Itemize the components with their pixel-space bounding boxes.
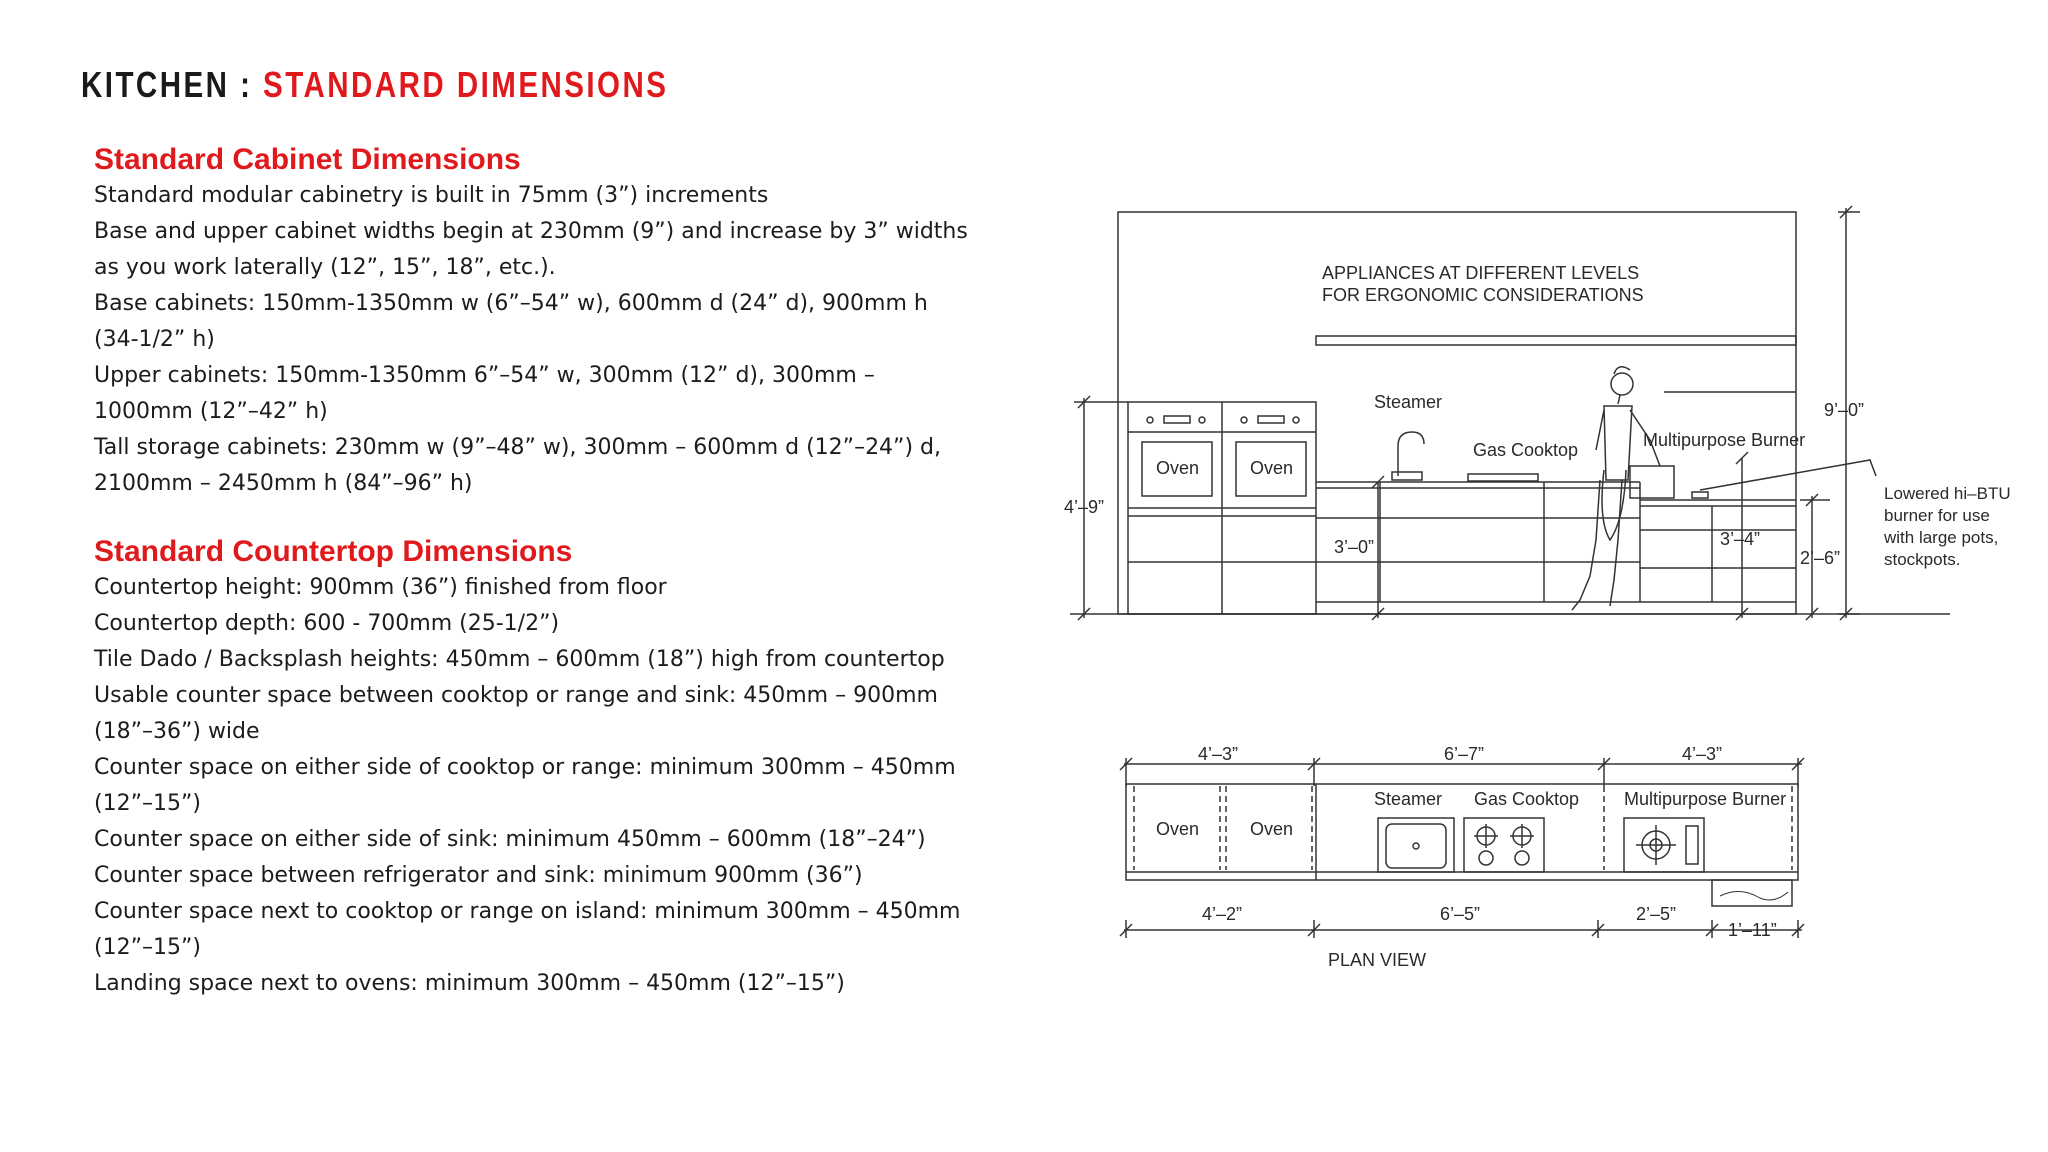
oven-left-door: [1142, 442, 1212, 496]
oven-right-door: [1236, 442, 1306, 496]
countertop-line: Countertop depth: 600 - 700mm (25-1/2”): [94, 611, 560, 636]
callout-line: stockpots.: [1884, 550, 1961, 569]
elevation-note-line2: FOR ERGONOMIC CONSIDERATIONS: [1322, 285, 1644, 305]
callout-line: Lowered hi–BTU: [1884, 484, 2011, 503]
plan-bottom-dim-text: 4’–2”: [1202, 904, 1243, 924]
cooktop-profile: [1468, 474, 1538, 481]
cabinet-line: (34-1/2” h): [94, 327, 215, 352]
plan-counter-outline: [1126, 784, 1798, 880]
countertop-line: (18”–36”) wide: [94, 719, 260, 744]
elevation-oven-label-right: Oven: [1250, 458, 1294, 478]
title-prefix: KITCHEN :: [81, 64, 264, 105]
dim-total-height-text: 9’–0”: [1824, 400, 1865, 420]
elevation-oven-label-left: Oven: [1156, 458, 1200, 478]
stockpot: [1630, 466, 1674, 498]
cabinet-heading: Standard Cabinet Dimensions: [94, 143, 521, 176]
plan-burner-label: Multipurpose Burner: [1624, 789, 1787, 809]
elevation-cooktop-label: Gas Cooktop: [1473, 440, 1579, 460]
plan-view-caption: PLAN VIEW: [1328, 950, 1427, 970]
elevation-note-line1: APPLIANCES AT DIFFERENT LEVELS: [1322, 263, 1640, 283]
page-title: [81, 64, 668, 106]
countertop-line: (12”–15”): [94, 791, 201, 816]
elevation-view: [1070, 206, 1950, 620]
cabinet-line: 1000mm (12”–42” h): [94, 399, 328, 424]
dim-low-counter-text: 2’–6”: [1800, 548, 1841, 568]
countertop-line: Counter space next to cooktop or range on island: minimum 300mm – 450mm: [94, 899, 961, 924]
plan-marble-panel: [1712, 880, 1792, 906]
cabinet-line: Upper cabinets: 150mm-1350mm 6”–54” w, 300mm (12” d), 300mm –: [94, 363, 875, 388]
cabinet-line: Base and upper cabinet widths begin at 230mm (9”) and increase by 3” widths: [94, 219, 968, 244]
cabinet-line: as you work laterally (12”, 15”, 18”, etc.).: [94, 255, 556, 280]
plan-cooktop-label: Gas Cooktop: [1474, 789, 1580, 809]
plan-bottom-dim-text: 1’–11”: [1728, 920, 1777, 940]
countertop-line: Counter space between refrigerator and sink: minimum 900mm (36”): [94, 863, 863, 888]
countertop-line: Landing space next to ovens: minimum 300mm – 450mm (12”–15”): [94, 971, 845, 996]
plan-top-dim-text: 6’–7”: [1444, 744, 1485, 764]
callout-line: burner for use: [1884, 506, 1990, 525]
plan-multipurpose-burner: [1624, 818, 1704, 872]
elevation-steamer-label: Steamer: [1374, 392, 1443, 412]
plan-view: [1120, 758, 1804, 938]
countertop-line: Counter space on either side of sink: minimum 450mm – 600mm (18”–24”): [94, 827, 926, 852]
person-figure: [1572, 367, 1660, 610]
cabinet-line: Base cabinets: 150mm-1350mm w (6”–54” w), 600mm d (24” d), 900mm h: [94, 291, 928, 316]
countertop-line: Tile Dado / Backsplash heights: 450mm – 600mm (18”) high from countertop: [94, 647, 945, 672]
plan-steamer-sink: [1378, 818, 1454, 872]
plan-oven-label-right: Oven: [1250, 819, 1294, 839]
elevation-burner-label: Multipurpose Burner: [1643, 430, 1806, 450]
steamer-faucet: [1398, 432, 1424, 476]
wall-outline: [1118, 212, 1796, 614]
plan-top-dim-text: 4’–3”: [1198, 744, 1239, 764]
oven-tower: [1128, 402, 1316, 614]
countertop-line: Countertop height: 900mm (36”) finished from floor: [94, 575, 667, 600]
plan-steamer-label: Steamer: [1374, 789, 1443, 809]
title-highlight: STANDARD DIMENSIONS: [263, 64, 669, 105]
dim-oven-height-text: 4’–9”: [1064, 497, 1105, 517]
wall-shelf: [1316, 336, 1796, 345]
countertop-heading: Standard Countertop Dimensions: [94, 535, 573, 568]
cabinet-line: Standard modular cabinetry is built in 75mm (3”) increments: [94, 183, 769, 208]
callout-leader: [1700, 460, 1876, 490]
countertop-line: (12”–15”): [94, 935, 201, 960]
plan-bottom-dim-text: 2’–5”: [1636, 904, 1677, 924]
plan-gas-cooktop: [1464, 818, 1544, 872]
cabinet-line: Tall storage cabinets: 230mm w (9”–48” w), 300mm – 600mm d (12”–24”) d,: [94, 435, 941, 460]
plan-top-dim-text: 4’–3”: [1682, 744, 1723, 764]
cabinet-line: 2100mm – 2450mm h (84”–96” h): [94, 471, 473, 496]
callout-line: with large pots,: [1884, 528, 1999, 547]
countertop-line: Counter space on either side of cooktop or range: minimum 300mm – 450mm: [94, 755, 956, 780]
text-column: [94, 140, 1054, 1002]
dim-counter-height-text: 3’–0”: [1334, 537, 1375, 557]
plan-oven-label-left: Oven: [1156, 819, 1200, 839]
dim-burner-counter-text: 3’–4”: [1720, 529, 1761, 549]
plan-bottom-dim-text: 6’–5”: [1440, 904, 1481, 924]
countertop-line: Usable counter space between cooktop or range and sink: 450mm – 900mm: [94, 683, 938, 708]
